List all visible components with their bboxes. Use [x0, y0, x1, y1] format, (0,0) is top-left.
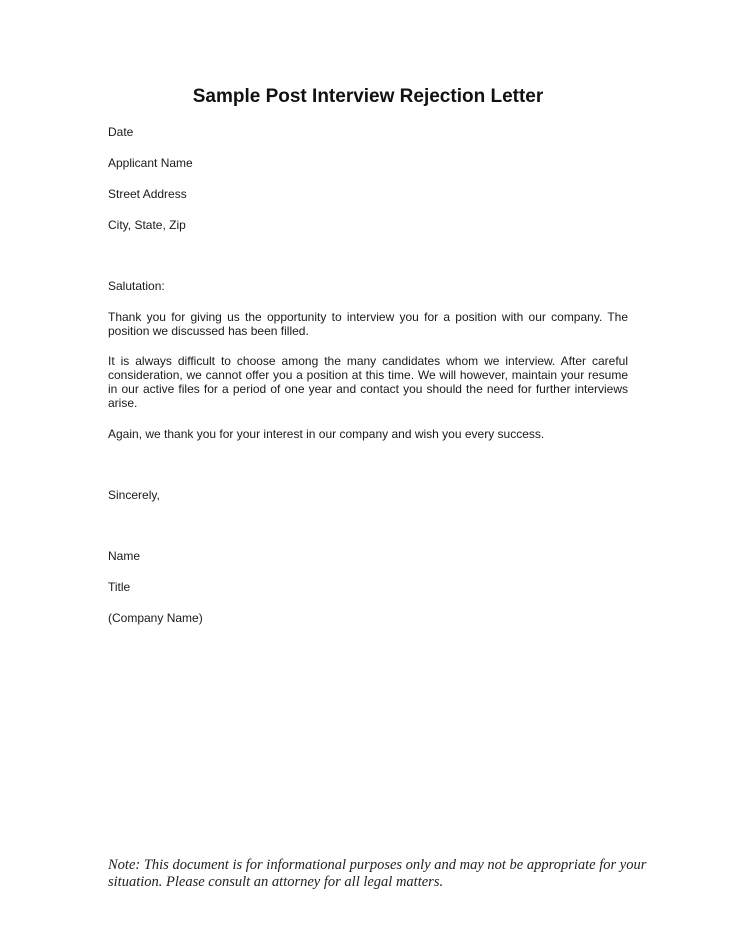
signer-name-line: Name — [108, 549, 141, 563]
date-line: Date — [108, 125, 134, 139]
city-state-zip-line: City, State, Zip — [108, 218, 186, 232]
legal-disclaimer-note: Note: This document is for informational purposes only and may not be appropriate for your situation. Please consult an attorney for all legal matters. — [108, 857, 647, 890]
salutation-line: Salutation: — [108, 279, 165, 293]
signer-title-line: Title — [108, 580, 131, 594]
body-paragraph-2: It is always difficult to choose among the many candidates whom we interview. After careful consideration, we cannot offer you a position at this time. We will however, maintain your resume in our active files for a period of one year and contact you should the need for further interviews arise. — [108, 354, 628, 410]
street-address-line: Street Address — [108, 187, 187, 201]
applicant-name-line: Applicant Name — [108, 156, 193, 170]
body-paragraph-3: Again, we thank you for your interest in our company and wish you every success. — [108, 427, 545, 441]
body-paragraph-1: Thank you for giving us the opportunity to interview you for a position with our company. The position we discussed has been filled. — [108, 310, 628, 338]
company-name-line: (Company Name) — [108, 611, 203, 625]
closing-line: Sincerely, — [108, 488, 160, 502]
document-title: Sample Post Interview Rejection Letter — [192, 86, 544, 107]
